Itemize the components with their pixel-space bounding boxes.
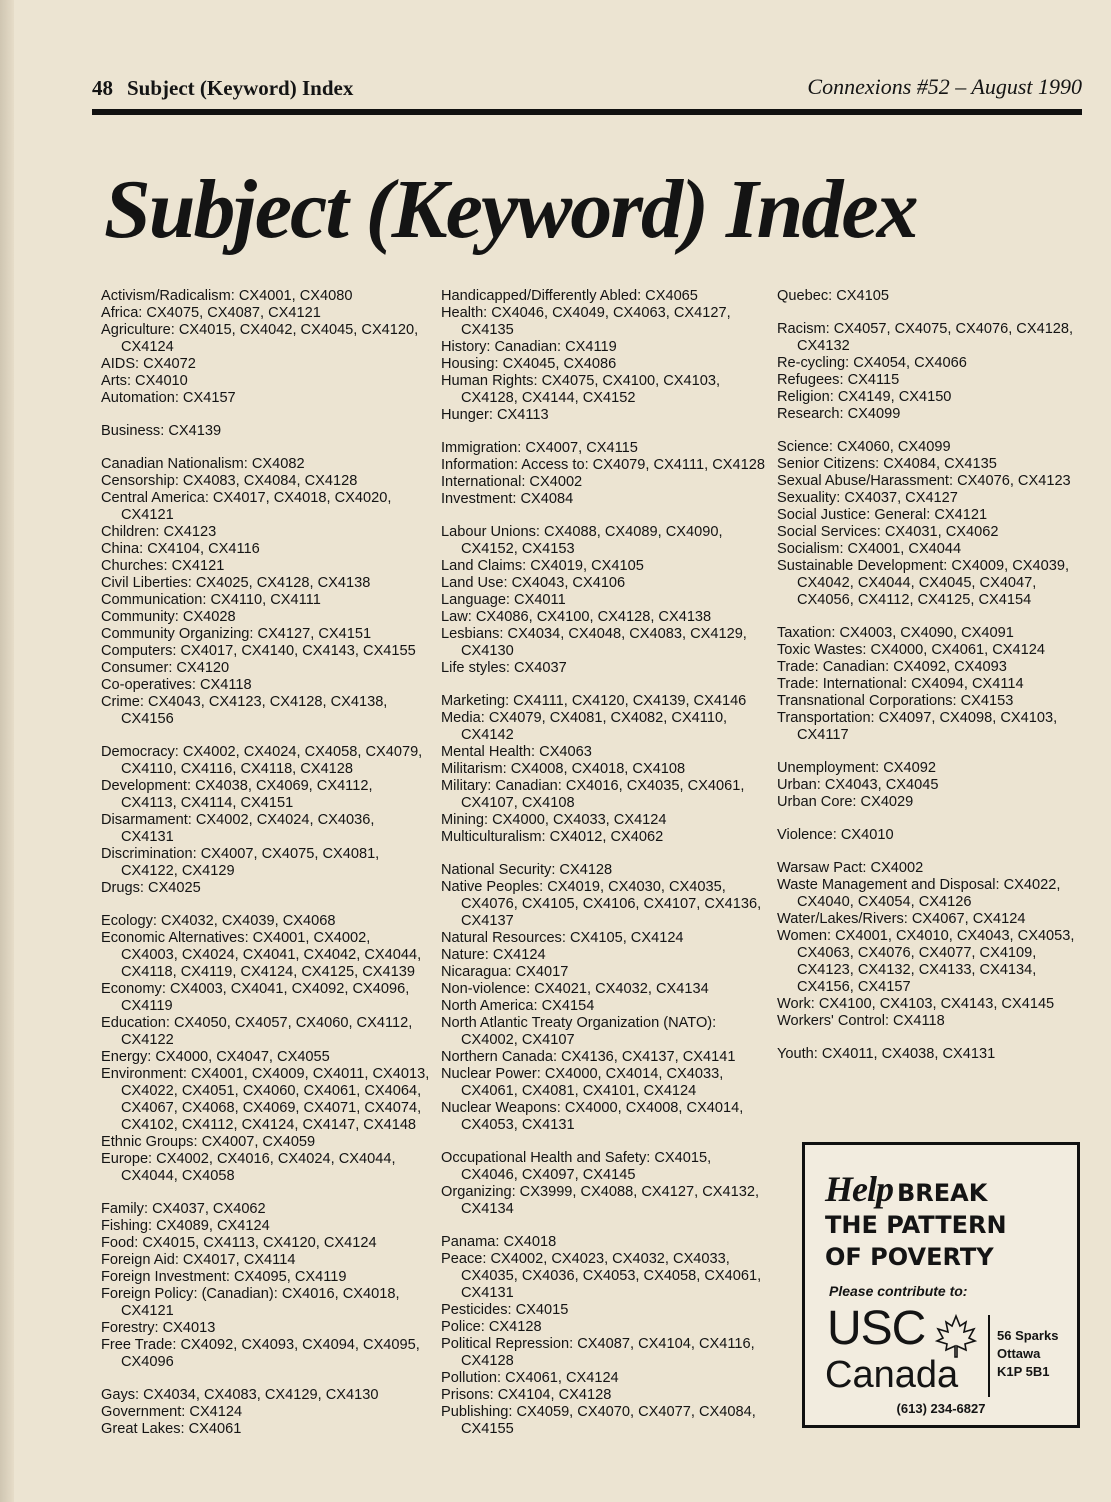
index-entry: Police: CX4128	[441, 1319, 542, 1335]
entry-spacer	[101, 1185, 431, 1201]
index-entry: Human Rights: CX4075, CX4100, CX4103, CX4128, CX4144, CX4152	[441, 373, 721, 406]
index-entry: Agriculture: CX4015, CX4042, CX4045, CX4120, CX4124	[101, 322, 419, 355]
index-entry: Workers' Control: CX4118	[777, 1013, 945, 1029]
index-entry: Forestry: CX4013	[101, 1320, 216, 1336]
index-entry: Taxation: CX4003, CX4090, CX4091	[777, 625, 1014, 641]
index-entry: Co-operatives: CX4118	[101, 677, 252, 693]
index-entry: Discrimination: CX4007, CX4075, CX4081, CX4122, CX4129	[101, 846, 380, 879]
index-entry: Violence: CX4010	[777, 827, 894, 843]
index-entry: Business: CX4139	[101, 423, 222, 439]
index-entry: Water/Lakes/Rivers: CX4067, CX4124	[777, 911, 1026, 927]
index-entry: North Atlantic Treaty Organization (NATO): CX4002, CX4107	[441, 1015, 717, 1048]
entry-spacer	[777, 305, 1077, 321]
index-entry: Economy: CX4003, CX4041, CX4092, CX4096, CX4119	[101, 981, 410, 1014]
header-section-title: Subject (Keyword) Index	[127, 76, 354, 100]
index-entry: Urban Core: CX4029	[777, 794, 914, 810]
index-entry: Land Claims: CX4019, CX4105	[441, 558, 644, 574]
index-entry: Warsaw Pact: CX4002	[777, 860, 924, 876]
index-entry: Nuclear Power: CX4000, CX4014, CX4033, CX4061, CX4081, CX4101, CX4124	[441, 1066, 724, 1099]
index-entry: Natural Resources: CX4105, CX4124	[441, 930, 684, 946]
maple-leaf-icon	[933, 1313, 979, 1359]
index-entry: Family: CX4037, CX4062	[101, 1201, 266, 1217]
index-entry: Panama: CX4018	[441, 1234, 557, 1250]
index-entry: Pesticides: CX4015	[441, 1302, 569, 1318]
address-line: 56 Sparks	[997, 1328, 1059, 1343]
entry-spacer	[777, 423, 1077, 439]
index-entry: Transportation: CX4097, CX4098, CX4103, CX4117	[777, 710, 1058, 743]
index-column-2	[441, 288, 771, 1438]
index-entry: Energy: CX4000, CX4047, CX4055	[101, 1049, 330, 1065]
canada-logo-text: Canada	[825, 1354, 959, 1396]
page-title: Subject (Keyword) Index	[104, 163, 917, 256]
index-entry: Pollution: CX4061, CX4124	[441, 1370, 619, 1386]
index-entry: Community: CX4028	[101, 609, 236, 625]
entry-spacer	[101, 897, 431, 913]
index-entry: Development: CX4038, CX4069, CX4112, CX4113, CX4114, CX4151	[101, 778, 373, 811]
entry-spacer	[441, 846, 771, 862]
index-entry: Research: CX4099	[777, 406, 901, 422]
index-entry: Life styles: CX4037	[441, 660, 567, 676]
index-entry: Foreign Policy: (Canadian): CX4016, CX4018, CX4121	[101, 1286, 400, 1319]
index-entry: Labour Unions: CX4088, CX4089, CX4090, CX4152, CX4153	[441, 524, 723, 557]
index-entry: Re-cycling: CX4054, CX4066	[777, 355, 967, 371]
index-entry: Language: CX4011	[441, 592, 566, 608]
index-column-1	[101, 288, 431, 1438]
index-entry: Marketing: CX4111, CX4120, CX4139, CX4146	[441, 693, 747, 709]
index-entry: Mental Health: CX4063	[441, 744, 592, 760]
entry-spacer	[777, 811, 1077, 827]
index-entry: Peace: CX4002, CX4023, CX4032, CX4033, CX4035, CX4036, CX4053, CX4058, CX4061, CX4131	[441, 1251, 762, 1301]
index-entry: Government: CX4124	[101, 1404, 243, 1420]
index-entry: Urban: CX4043, CX4045	[777, 777, 939, 793]
index-entry: Quebec: CX4105	[777, 288, 889, 304]
index-entry: Education: CX4050, CX4057, CX4060, CX4112, CX4122	[101, 1015, 413, 1048]
ad-line-pattern: THE PATTERN	[825, 1211, 1007, 1239]
index-entry: Media: CX4079, CX4081, CX4082, CX4110, CX4142	[441, 710, 728, 743]
index-entry: Organizing: CX3999, CX4088, CX4127, CX4132, CX4134	[441, 1184, 760, 1217]
index-entry: Science: CX4060, CX4099	[777, 439, 951, 455]
index-entry: Churches: CX4121	[101, 558, 225, 574]
index-entry: Sexual Abuse/Harassment: CX4076, CX4123	[777, 473, 1071, 489]
index-entry: Africa: CX4075, CX4087, CX4121	[101, 305, 321, 321]
index-entry: Refugees: CX4115	[777, 372, 900, 388]
index-entry: Socialism: CX4001, CX4044	[777, 541, 962, 557]
entry-spacer	[441, 1134, 771, 1150]
index-entry: Trade: International: CX4094, CX4114	[777, 676, 1024, 692]
header-left	[92, 76, 353, 101]
entry-spacer	[441, 424, 771, 440]
index-entry: Nature: CX4124	[441, 947, 546, 963]
index-entry: Arts: CX4010	[101, 373, 188, 389]
ad-help-word: Help	[825, 1169, 893, 1209]
index-entry: History: Canadian: CX4119	[441, 339, 617, 355]
index-entry: Communication: CX4110, CX4111	[101, 592, 321, 608]
entry-spacer	[101, 728, 431, 744]
index-entry: Ecology: CX4032, CX4039, CX4068	[101, 913, 336, 929]
page-edge	[0, 0, 14, 1502]
index-entry: Civil Liberties: CX4025, CX4128, CX4138	[101, 575, 371, 591]
index-entry: Foreign Investment: CX4095, CX4119	[101, 1269, 347, 1285]
index-entry: Canadian Nationalism: CX4082	[101, 456, 305, 472]
index-entry: Sexuality: CX4037, CX4127	[777, 490, 958, 506]
index-entry: Handicapped/Differently Abled: CX4065	[441, 288, 698, 304]
index-entry: Europe: CX4002, CX4016, CX4024, CX4044, CX4044, CX4058	[101, 1151, 396, 1184]
usc-canada-advertisement	[802, 1142, 1080, 1428]
index-entry: Housing: CX4045, CX4086	[441, 356, 617, 372]
index-entry: Trade: Canadian: CX4092, CX4093	[777, 659, 1007, 675]
index-entry: China: CX4104, CX4116	[101, 541, 260, 557]
index-entry: Political Repression: CX4087, CX4104, CX4116, CX4128	[441, 1336, 755, 1369]
index-entry: Unemployment: CX4092	[777, 760, 936, 776]
entry-spacer	[777, 609, 1077, 625]
index-column-3	[777, 288, 1077, 1063]
index-entry: Racism: CX4057, CX4075, CX4076, CX4128, CX4132	[777, 321, 1074, 354]
index-entry: Religion: CX4149, CX4150	[777, 389, 952, 405]
ad-break-word: BREAK	[896, 1179, 988, 1207]
index-entry: Nicaragua: CX4017	[441, 964, 569, 980]
index-entry: Consumer: CX4120	[101, 660, 230, 676]
index-entry: Work: CX4100, CX4103, CX4143, CX4145	[777, 996, 1055, 1012]
entry-spacer	[777, 844, 1077, 860]
index-entry: Native Peoples: CX4019, CX4030, CX4035, CX4076, CX4105, CX4106, CX4107, CX4136, CX4137	[441, 879, 762, 929]
ad-headline	[825, 1169, 1065, 1273]
index-entry: Gays: CX4034, CX4083, CX4129, CX4130	[101, 1387, 379, 1403]
index-entry: Non-violence: CX4021, CX4032, CX4134	[441, 981, 709, 997]
index-entry: Ethnic Groups: CX4007, CX4059	[101, 1134, 316, 1150]
index-entry: Economic Alternatives: CX4001, CX4002, CX4003, CX4024, CX4041, CX4042, CX4044, CX4118, CX4119, CX4124, CX4125, CX4139	[101, 930, 422, 980]
index-entry: Fishing: CX4089, CX4124	[101, 1218, 270, 1234]
index-entry: Waste Management and Disposal: CX4022, CX4040, CX4054, CX4126	[777, 877, 1061, 910]
index-entry: Democracy: CX4002, CX4024, CX4058, CX4079, CX4110, CX4116, CX4118, CX4128	[101, 744, 423, 777]
index-entry: Transnational Corporations: CX4153	[777, 693, 1014, 709]
entry-spacer	[441, 508, 771, 524]
ad-contribute-text: Please contribute to:	[829, 1283, 968, 1299]
index-entry: Social Justice: General: CX4121	[777, 507, 988, 523]
index-entry: Crime: CX4043, CX4123, CX4128, CX4138, CX4156	[101, 694, 388, 727]
index-entry: Community Organizing: CX4127, CX4151	[101, 626, 372, 642]
index-entry: Central America: CX4017, CX4018, CX4020, CX4121	[101, 490, 392, 523]
index-entry: Lesbians: CX4034, CX4048, CX4083, CX4129, CX4130	[441, 626, 747, 659]
index-entry: Investment: CX4084	[441, 491, 574, 507]
page-header	[92, 72, 1082, 106]
index-entry: Women: CX4001, CX4010, CX4043, CX4053, CX4063, CX4076, CX4077, CX4109, CX4123, CX4132, CX4133, CX4134, CX4156, CX4157	[777, 928, 1075, 995]
index-entry: Military: Canadian: CX4016, CX4035, CX4061, CX4107, CX4108	[441, 778, 745, 811]
index-entry: Drugs: CX4025	[101, 880, 201, 896]
page-number: 48	[92, 76, 113, 100]
index-entry: Censorship: CX4083, CX4084, CX4128	[101, 473, 358, 489]
index-entry: Computers: CX4017, CX4140, CX4143, CX4155	[101, 643, 416, 659]
index-entry: Law: CX4086, CX4100, CX4128, CX4138	[441, 609, 712, 625]
index-entry: Senior Citizens: CX4084, CX4135	[777, 456, 997, 472]
index-entry: Disarmament: CX4002, CX4024, CX4036, CX4131	[101, 812, 375, 845]
index-entry: Social Services: CX4031, CX4062	[777, 524, 999, 540]
index-entry: Prisons: CX4104, CX4128	[441, 1387, 612, 1403]
index-entry: Environment: CX4001, CX4009, CX4011, CX4013, CX4022, CX4051, CX4060, CX4061, CX4064, CX4067, CX4068, CX4069, CX4071, CX4074, CX4102, CX4112, CX4124, CX4147, CX4148	[101, 1066, 430, 1133]
index-entry: Mining: CX4000, CX4033, CX4124	[441, 812, 667, 828]
index-entry: Sustainable Development: CX4009, CX4039, CX4042, CX4044, CX4045, CX4047, CX4056, CX4112, CX4125, CX4154	[777, 558, 1070, 608]
address-line: Ottawa	[997, 1346, 1041, 1361]
index-entry: Automation: CX4157	[101, 390, 236, 406]
index-entry: Activism/Radicalism: CX4001, CX4080	[101, 288, 353, 304]
index-entry: Food: CX4015, CX4113, CX4120, CX4124	[101, 1235, 377, 1251]
index-entry: Northern Canada: CX4136, CX4137, CX4141	[441, 1049, 736, 1065]
address-line: K1P 5B1	[997, 1364, 1050, 1379]
ad-address	[997, 1327, 1058, 1381]
index-entry: International: CX4002	[441, 474, 583, 490]
entry-spacer	[101, 1371, 431, 1387]
index-entry: Nuclear Weapons: CX4000, CX4008, CX4014, CX4053, CX4131	[441, 1100, 744, 1133]
usc-logo-text: USC	[827, 1302, 926, 1355]
entry-spacer	[777, 744, 1077, 760]
index-entry: Information: Access to: CX4079, CX4111, CX4128	[441, 457, 765, 473]
index-entry: Land Use: CX4043, CX4106	[441, 575, 626, 591]
index-entry: Publishing: CX4059, CX4070, CX4077, CX4084, CX4155	[441, 1404, 756, 1437]
index-entry: Occupational Health and Safety: CX4015, CX4046, CX4097, CX4145	[441, 1150, 712, 1183]
ad-line-poverty: OF POVERTY	[825, 1243, 994, 1271]
entry-spacer	[441, 1218, 771, 1234]
index-entry: Health: CX4046, CX4049, CX4063, CX4127, CX4135	[441, 305, 731, 338]
logo-divider	[988, 1315, 990, 1397]
index-entry: North America: CX4154	[441, 998, 595, 1014]
header-rule	[92, 109, 1082, 115]
index-entry: Multiculturalism: CX4012, CX4062	[441, 829, 664, 845]
index-entry: Toxic Wastes: CX4000, CX4061, CX4124	[777, 642, 1045, 658]
index-entry: AIDS: CX4072	[101, 356, 196, 372]
ad-phone: (613) 234-6827	[896, 1401, 986, 1416]
entry-spacer	[101, 407, 431, 423]
header-publication: Connexions #52 – August 1990	[807, 74, 1082, 99]
index-entry: Youth: CX4011, CX4038, CX4131	[777, 1046, 996, 1062]
entry-spacer	[777, 1030, 1077, 1046]
entry-spacer	[101, 440, 431, 456]
index-entry: Free Trade: CX4092, CX4093, CX4094, CX4095, CX4096	[101, 1337, 420, 1370]
index-entry: Immigration: CX4007, CX4115	[441, 440, 638, 456]
entry-spacer	[441, 677, 771, 693]
index-entry: National Security: CX4128	[441, 862, 613, 878]
index-entry: Hunger: CX4113	[441, 407, 549, 423]
index-entry: Militarism: CX4008, CX4018, CX4108	[441, 761, 686, 777]
index-entry: Children: CX4123	[101, 524, 217, 540]
index-entry: Foreign Aid: CX4017, CX4114	[101, 1252, 296, 1268]
index-entry: Great Lakes: CX4061	[101, 1421, 242, 1437]
